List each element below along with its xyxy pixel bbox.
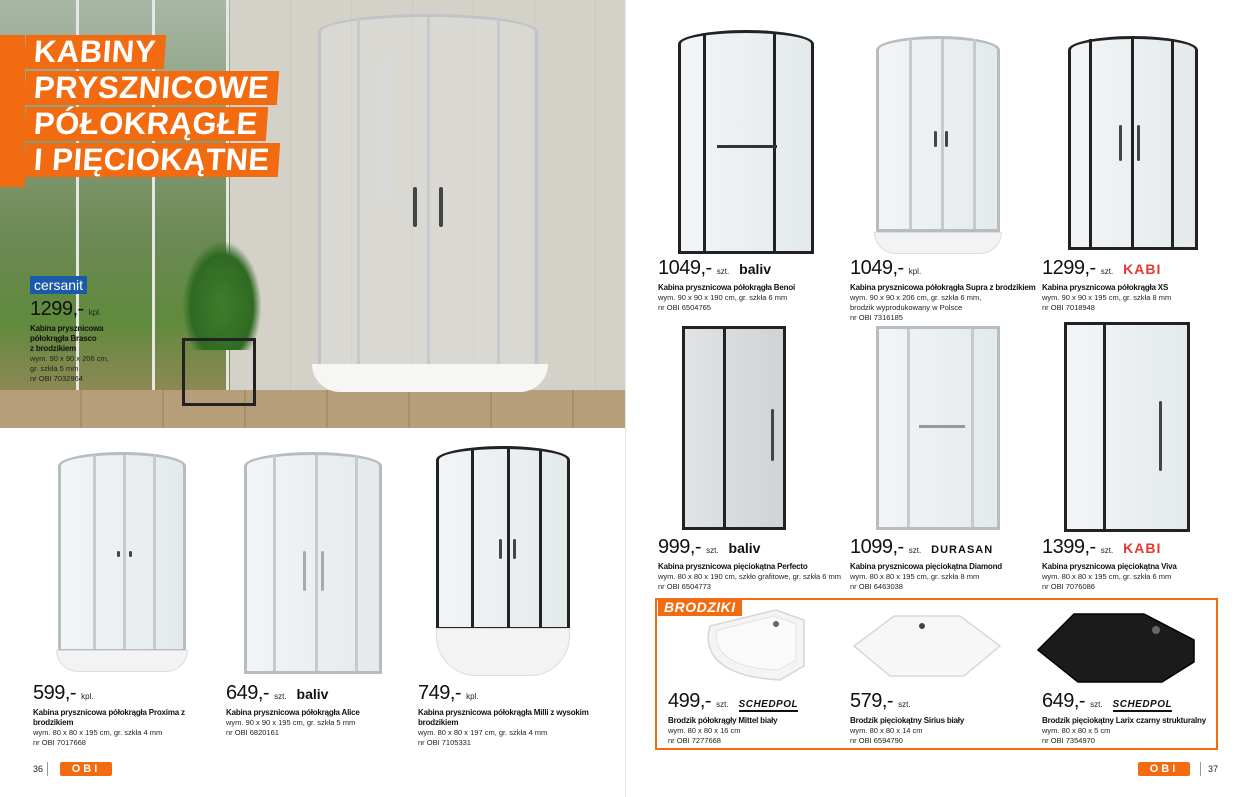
wooden-floor — [0, 390, 625, 428]
baliv-logo: baliv — [739, 261, 772, 277]
product-larix — [1042, 690, 1214, 746]
viva-cabin-image — [1064, 322, 1190, 532]
unit: szt. — [1100, 267, 1114, 276]
product-viva — [1042, 536, 1232, 592]
product-spec: wym. 80 x 80 x 197 cm, gr. szkła 4 mm nr OBI 7105331 — [418, 728, 548, 747]
kabi-logo: KABI — [1123, 540, 1162, 556]
unit: szt. — [716, 700, 729, 709]
milli-cabin-image — [436, 446, 570, 630]
product-spec: wym. 80 x 80 x 195 cm, gr. szkła 6 mm nr OBI 7076086 — [1042, 572, 1172, 591]
product-name: Kabina prysznicowa pięciokątna Viva — [1042, 562, 1177, 571]
schedpol-logo: SCHEDPOL — [1112, 699, 1173, 710]
price: 1049,- — [850, 257, 904, 279]
unit: szt. — [706, 546, 719, 555]
price: 1099,- — [850, 536, 904, 558]
product-benoi — [658, 257, 848, 313]
plant — [182, 240, 262, 350]
product-name: Kabina prysznicowa półokrągła Supra z brodzikiem — [850, 283, 1036, 292]
product-spec: wym. 90 x 90 x 195 cm, gr. szkła 5 mm nr OBI 6820161 — [226, 718, 356, 737]
hero-shower-tray — [312, 364, 548, 392]
supra-cabin-image — [876, 36, 1000, 232]
durasan-logo: DURASAN — [931, 544, 994, 556]
product-perfecto — [658, 536, 848, 592]
product-name: Kabina prysznicowa półokrągła Proxima z brodzikiem — [33, 708, 185, 727]
spread-divider — [625, 0, 626, 797]
product-spec: wym. 80 x 80 x 14 cm nr OBI 6594790 — [850, 726, 923, 745]
price: 1049,- — [658, 257, 712, 279]
title-line-2: PRYSZNICOWE — [24, 71, 280, 105]
baliv-logo: baliv — [728, 540, 761, 556]
schedpol-logo: SCHEDPOL — [738, 699, 799, 710]
obi-logo-left: OBI — [60, 762, 112, 776]
unit: szt. — [898, 700, 911, 709]
product-supra — [850, 257, 1040, 323]
product-name: Kabina prysznicowa półokrągła Milli z wysokim brodzikiem — [418, 708, 589, 727]
product-spec: wym. 90 x 90 x 190 cm, gr. szkła 6 mm nr OBI 6504765 — [658, 293, 788, 312]
price: 1399,- — [1042, 536, 1096, 558]
price: 649,- — [226, 682, 270, 704]
unit: szt. — [1090, 700, 1103, 709]
title-line-3: PÓŁOKRĄGŁE — [24, 107, 268, 141]
price: 1299,- — [1042, 257, 1096, 279]
product-name: Kabina prysznicowa półokrągła Alice — [226, 708, 360, 717]
product-xs — [1042, 257, 1232, 313]
xs-cabin-image — [1068, 36, 1198, 250]
page-number-left: 36 — [33, 764, 44, 774]
product-spec: wym. 80 x 80 x 5 cm nr OBI 7354970 — [1042, 726, 1111, 745]
product-diamond — [850, 536, 1040, 592]
product-name: Kabina prysznicowa pięciokątna Perfecto — [658, 562, 808, 571]
product-spec: wym. 80 x 80 x 190 cm, szkło grafitowe, gr. szkła 6 mm nr OBI 6504773 — [658, 572, 841, 591]
cersanit-logo: cersanit — [30, 276, 87, 294]
price: 749,- — [418, 682, 462, 704]
product-spec: wym. 90 x 90 x 206 cm, gr. szkła 6 mm, brodzik wyprodukowany w Polsce nr OBI 7316185 — [850, 293, 982, 322]
unit: szt. — [274, 692, 287, 701]
product-alice — [226, 682, 406, 738]
price: 499,- — [668, 690, 712, 712]
obi-logo-right: OBI — [1138, 762, 1190, 776]
price: 649,- — [1042, 690, 1086, 712]
product-spec: wym. 90 x 90 x 195 cm, gr. szkła 8 mm nr OBI 7018948 — [1042, 293, 1172, 312]
page-number-right: 37 — [1208, 764, 1219, 774]
perfecto-cabin-image — [682, 326, 786, 530]
unit: kpl. — [81, 692, 94, 701]
price: 599,- — [33, 682, 77, 704]
product-name: Brodzik pięciokątny Larix czarny strukturalny — [1042, 716, 1206, 725]
title-line-4: I PIĘCIOKĄTNE — [24, 143, 280, 177]
product-brasco — [30, 276, 180, 384]
page-title — [25, 35, 279, 179]
benoi-cabin-image — [678, 30, 814, 254]
footer-divider-left — [47, 762, 48, 776]
product-name: Brodzik półokrągły Mittel biały — [668, 716, 778, 725]
unit: szt. — [1100, 546, 1114, 555]
product-spec: wym. 80 x 80 x 195 cm, gr. szkła 8 mm nr OBI 6463038 — [850, 572, 980, 591]
hero-shower-cabin — [318, 14, 538, 379]
product-name: Kabina prysznicowa półokrągła Brasco z brodzikiem — [30, 324, 104, 353]
brodziki-label: BRODZIKI — [658, 598, 742, 616]
unit: szt. — [908, 546, 922, 555]
unit: kpl. — [88, 308, 102, 317]
product-name: Kabina prysznicowa półokrągła Benoi — [658, 283, 796, 292]
product-proxima — [33, 682, 213, 748]
product-spec: wym. 90 x 90 x 206 cm, gr. szkła 5 mm nr OBI 7032964 — [30, 354, 109, 383]
milli-tray-image — [436, 628, 570, 676]
larix-tray-image — [1034, 610, 1198, 686]
baliv-logo: baliv — [296, 686, 329, 702]
product-sirius — [850, 690, 1030, 746]
kabi-logo: KABI — [1123, 261, 1162, 277]
product-mittel — [668, 690, 848, 746]
supra-tray-image — [874, 232, 1002, 254]
price: 1299,- — [30, 298, 84, 320]
product-name: Brodzik pięciokątny Sirius biały — [850, 716, 965, 725]
unit: szt. — [716, 267, 730, 276]
product-milli — [418, 682, 598, 748]
proxima-tray-image — [56, 650, 188, 672]
sirius-tray-image — [850, 610, 1004, 682]
alice-cabin-image — [244, 452, 382, 674]
unit: kpl. — [466, 692, 479, 701]
diamond-cabin-image — [876, 326, 1000, 530]
price: 999,- — [658, 536, 702, 558]
product-name: Kabina prysznicowa pięciokątna Diamond — [850, 562, 1002, 571]
footer-divider-right — [1200, 762, 1201, 776]
product-spec: wym. 80 x 80 x 16 cm nr OBI 7277668 — [668, 726, 741, 745]
product-name: Kabina prysznicowa półokrągła XS — [1042, 283, 1169, 292]
mittel-tray-image — [700, 606, 810, 684]
price: 579,- — [850, 690, 894, 712]
title-line-1: KABINY — [24, 35, 166, 69]
plant-stand — [182, 338, 256, 406]
unit: kpl. — [908, 267, 922, 276]
product-spec: wym. 80 x 80 x 195 cm, gr. szkła 4 mm nr OBI 7017668 — [33, 728, 163, 747]
title-accent-bar — [0, 35, 25, 187]
proxima-cabin-image — [58, 452, 186, 652]
